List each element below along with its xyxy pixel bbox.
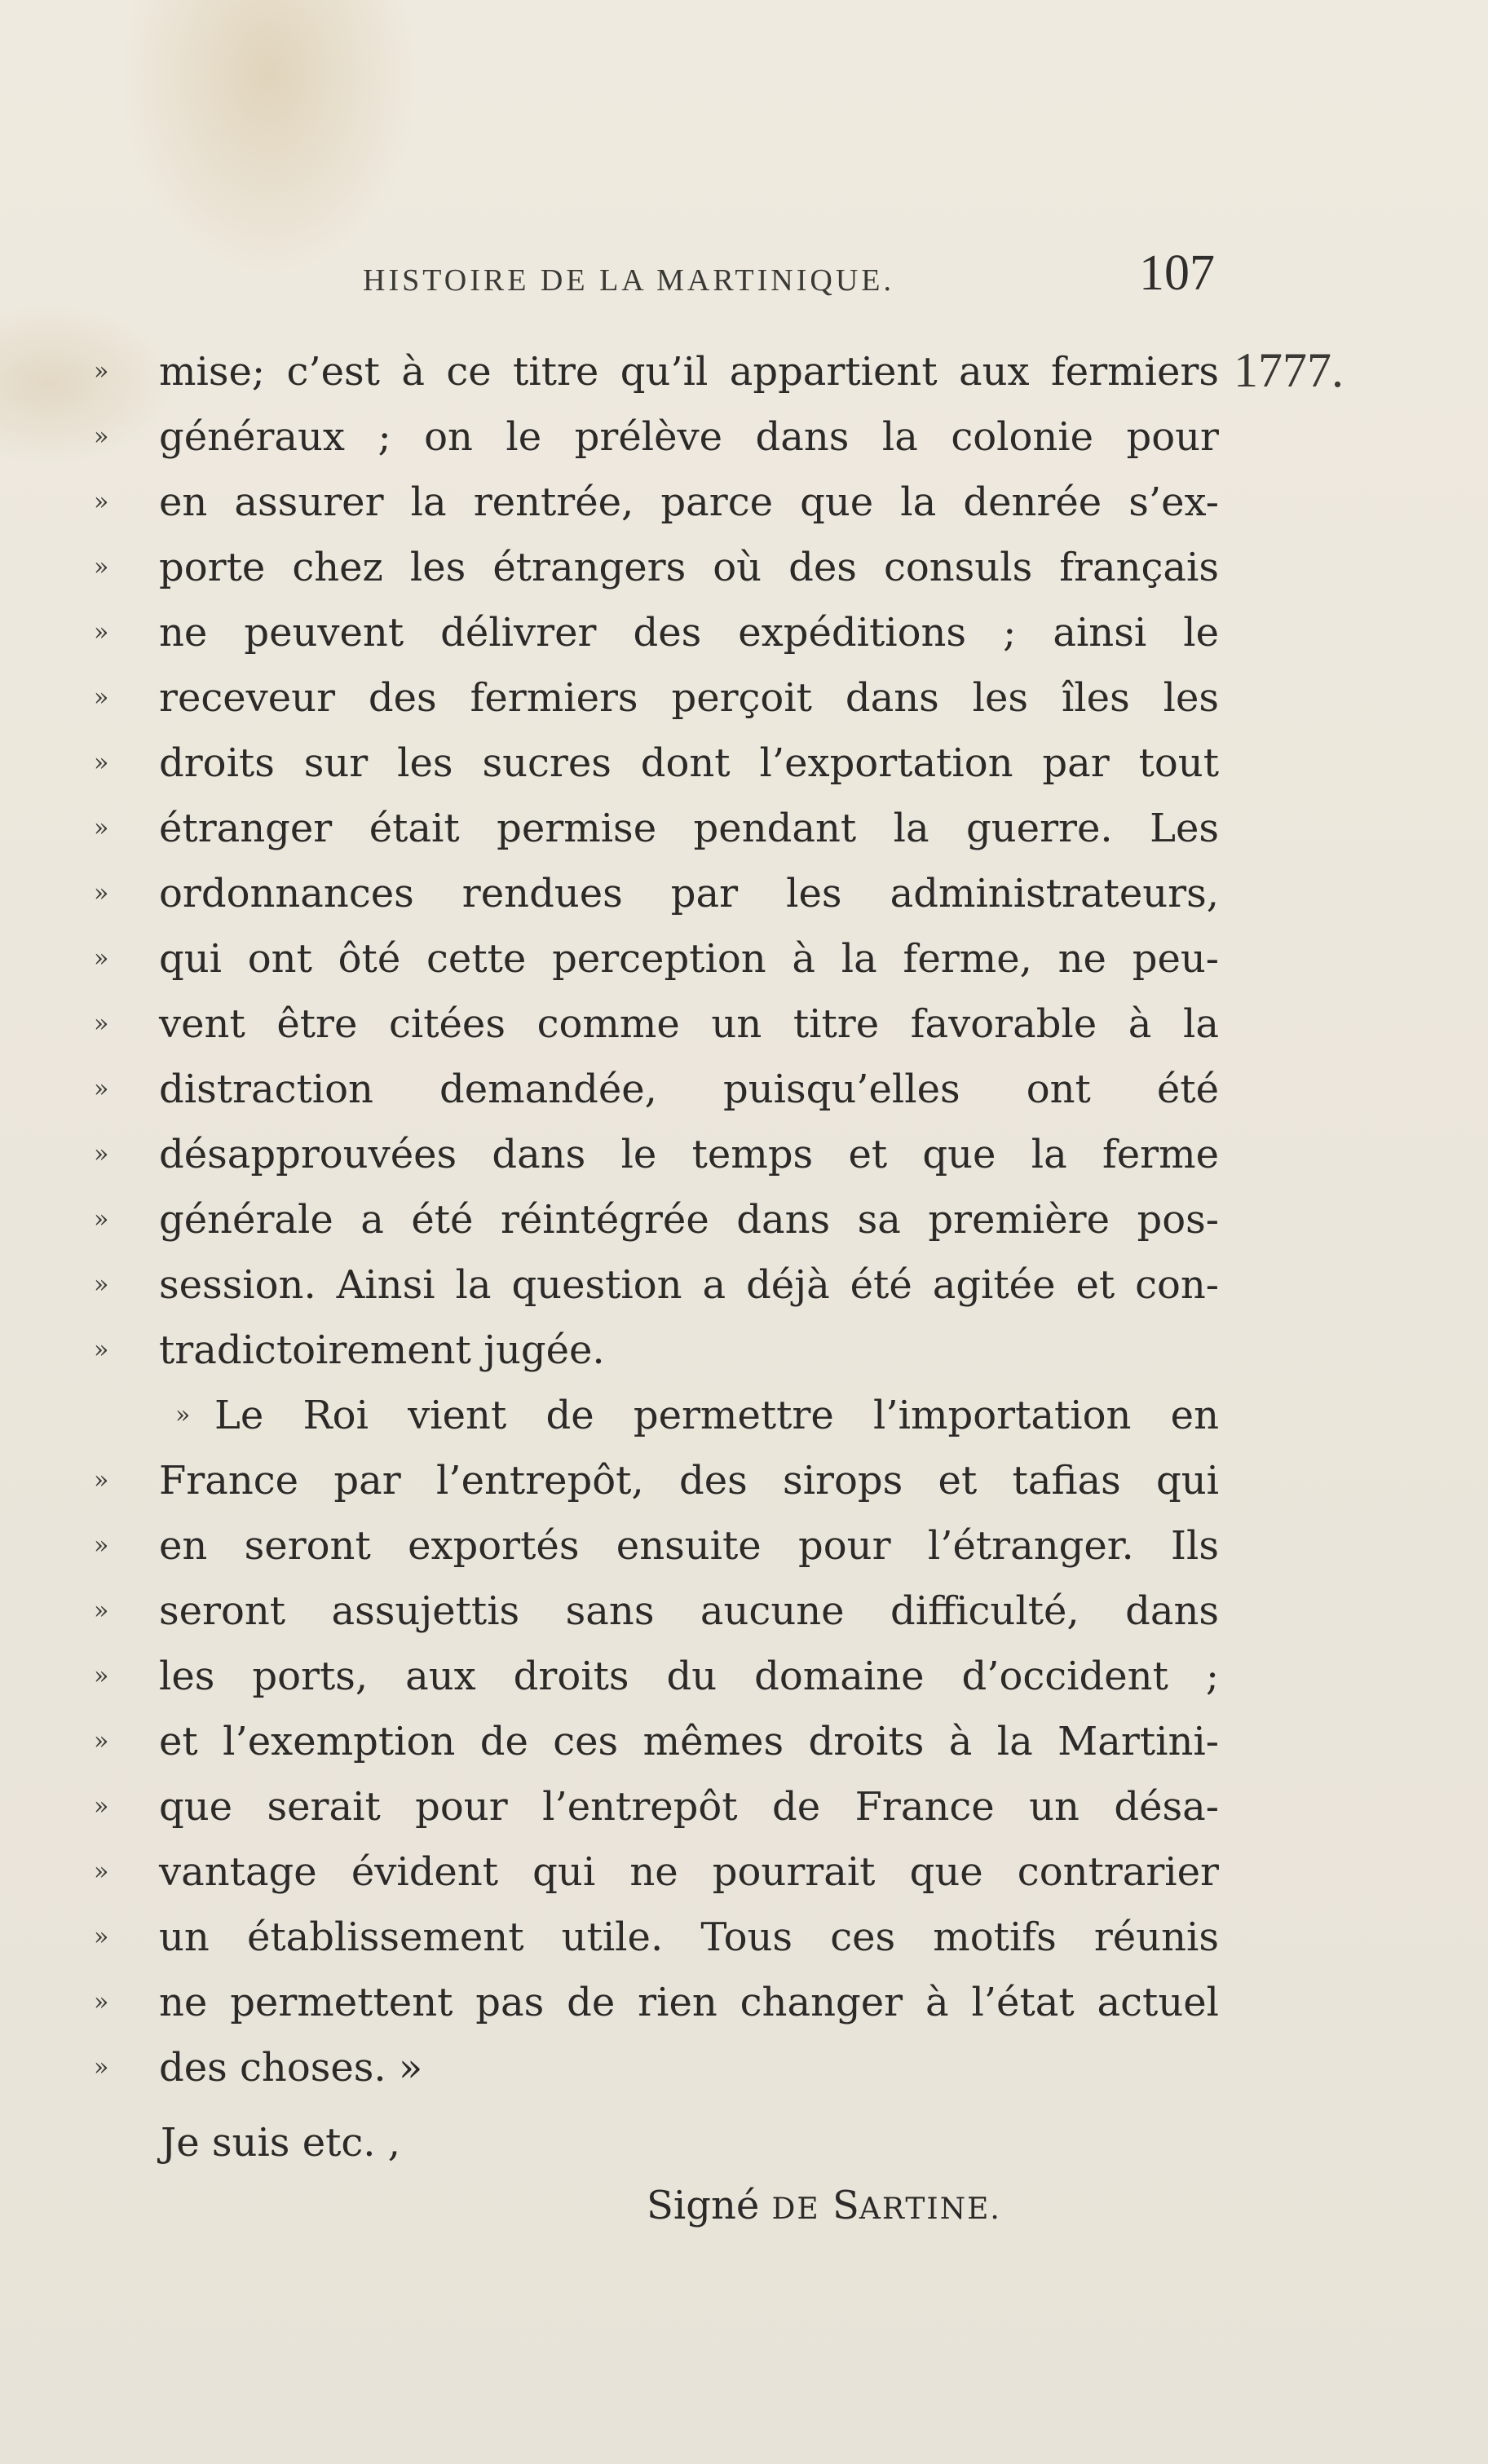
text-line [94,1252,1219,1318]
line-text: qui ont ôté cette perception à la ferme, ne peu- [159,936,1219,982]
signature-name-rest: ARTINE. [859,2192,1001,2226]
line-text: France par l’entrepôt, des sirops et tafias qui [159,1458,1219,1504]
closing-formula: Je suis etc. , [161,2120,401,2166]
quote-mark: » [94,1270,109,1299]
quote-mark: » [94,1336,109,1364]
text-line [94,1905,1219,1970]
line-text: en assurer la rentrée, parce que la denrée s’ex- [159,479,1219,525]
text-line [94,665,1219,731]
text-line [94,470,1219,535]
line-text: que serait pour l’entrepôt de France un désa- [159,1784,1219,1830]
line-text: en seront exportés ensuite pour l’étranger. Ils [159,1523,1219,1569]
text-line [94,339,1219,404]
line-text: Le Roi vient de permettre l’importation en [214,1393,1219,1438]
quote-mark: » [94,1857,109,1886]
quote-mark: » [94,1662,109,1690]
quote-mark: » [175,1401,191,1429]
text-line [94,1057,1219,1122]
quote-mark: » [94,944,109,973]
line-text: ordonnances rendues par les administrateurs, [159,871,1219,916]
text-line [94,1644,1219,1709]
quote-mark: » [94,357,109,386]
quote-mark: » [94,1792,109,1821]
text-line [94,535,1219,600]
quote-mark: » [94,1596,109,1625]
quote-mark: » [94,488,109,516]
quote-mark: » [94,683,109,712]
text-line [94,731,1219,796]
line-text: ne permettent pas de rien changer à l’état actuel [159,1980,1219,2025]
signature-initial: S [832,2183,859,2228]
margin-year-note: 1777. [1234,343,1344,397]
line-text: porte chez les étrangers où des consuls français [159,545,1219,590]
line-text: droits sur les sucres dont l’exportation par tout [159,740,1219,786]
text-line [94,1383,1219,1448]
quote-mark: » [94,1988,109,2016]
quote-mark: » [94,618,109,647]
line-text: et l’exemption de ces mêmes droits à la Martini- [159,1719,1219,1764]
quote-mark: » [94,1923,109,1951]
line-text: généraux ; on le prélève dans la colonie pour [159,414,1219,460]
quote-mark: » [94,1075,109,1103]
line-text: générale a été réintégrée dans sa première pos- [159,1197,1219,1243]
text-line [94,2035,1219,2100]
text-line [94,1448,1219,1513]
signature [647,2173,1001,2242]
text-line [94,1318,1219,1383]
running-head: HISTOIRE DE LA MARTINIQUE. [363,263,894,298]
text-line [94,1970,1219,2035]
text-line [94,1122,1219,1187]
quote-mark: » [94,748,109,777]
line-text: distraction demandée, puisqu’elles ont été [159,1066,1219,1112]
text-line [94,1839,1219,1905]
text-line [94,926,1219,991]
quote-mark: » [94,1466,109,1495]
text-line [94,600,1219,665]
page-header [363,245,1215,310]
quote-mark: » [94,814,109,842]
line-text: mise; c’est à ce titre qu’il appartient aux fermiers [159,349,1219,395]
signature-particle: DE [771,2192,820,2226]
quote-mark: » [94,1009,109,1038]
line-text: ne peuvent délivrer des expéditions ; ainsi le [159,610,1219,656]
line-text: désapprouvées dans le temps et que la ferme [159,1132,1219,1177]
signature-signed: Signé [647,2183,760,2228]
text-line [94,796,1219,861]
line-text: des choses. » [159,2045,423,2091]
quote-mark: » [94,553,109,581]
body-text [94,339,1219,2100]
quote-mark: » [94,1140,109,1168]
text-line [94,1513,1219,1579]
text-line [94,991,1219,1057]
text-line [94,404,1219,470]
quote-mark: » [94,422,109,451]
quote-mark: » [94,1727,109,1755]
quote-mark: » [94,1205,109,1234]
line-text: tradictoirement jugée. [159,1327,605,1373]
text-line [94,1709,1219,1774]
text-line [94,1187,1219,1252]
text-line [94,1774,1219,1839]
line-text: receveur des fermiers perçoit dans les îles les [159,675,1219,721]
page-number: 107 [1139,245,1215,301]
line-text: seront assujettis sans aucune difficulté, dans [159,1588,1219,1634]
line-text: vantage évident qui ne pourrait que contrarier [159,1849,1219,1895]
line-text: les ports, aux droits du domaine d’occident ; [159,1654,1219,1699]
line-text: session. Ainsi la question a déjà été agitée et con- [159,1262,1219,1308]
quote-mark: » [94,1531,109,1560]
line-text: étranger était permise pendant la guerre. Les [159,806,1219,851]
text-line [94,1579,1219,1644]
line-text: un établissement utile. Tous ces motifs réunis [159,1914,1219,1960]
quote-mark: » [94,879,109,907]
text-line [94,861,1219,926]
line-text: vent être citées comme un titre favorable à la [159,1001,1219,1047]
quote-mark: » [94,2053,109,2082]
